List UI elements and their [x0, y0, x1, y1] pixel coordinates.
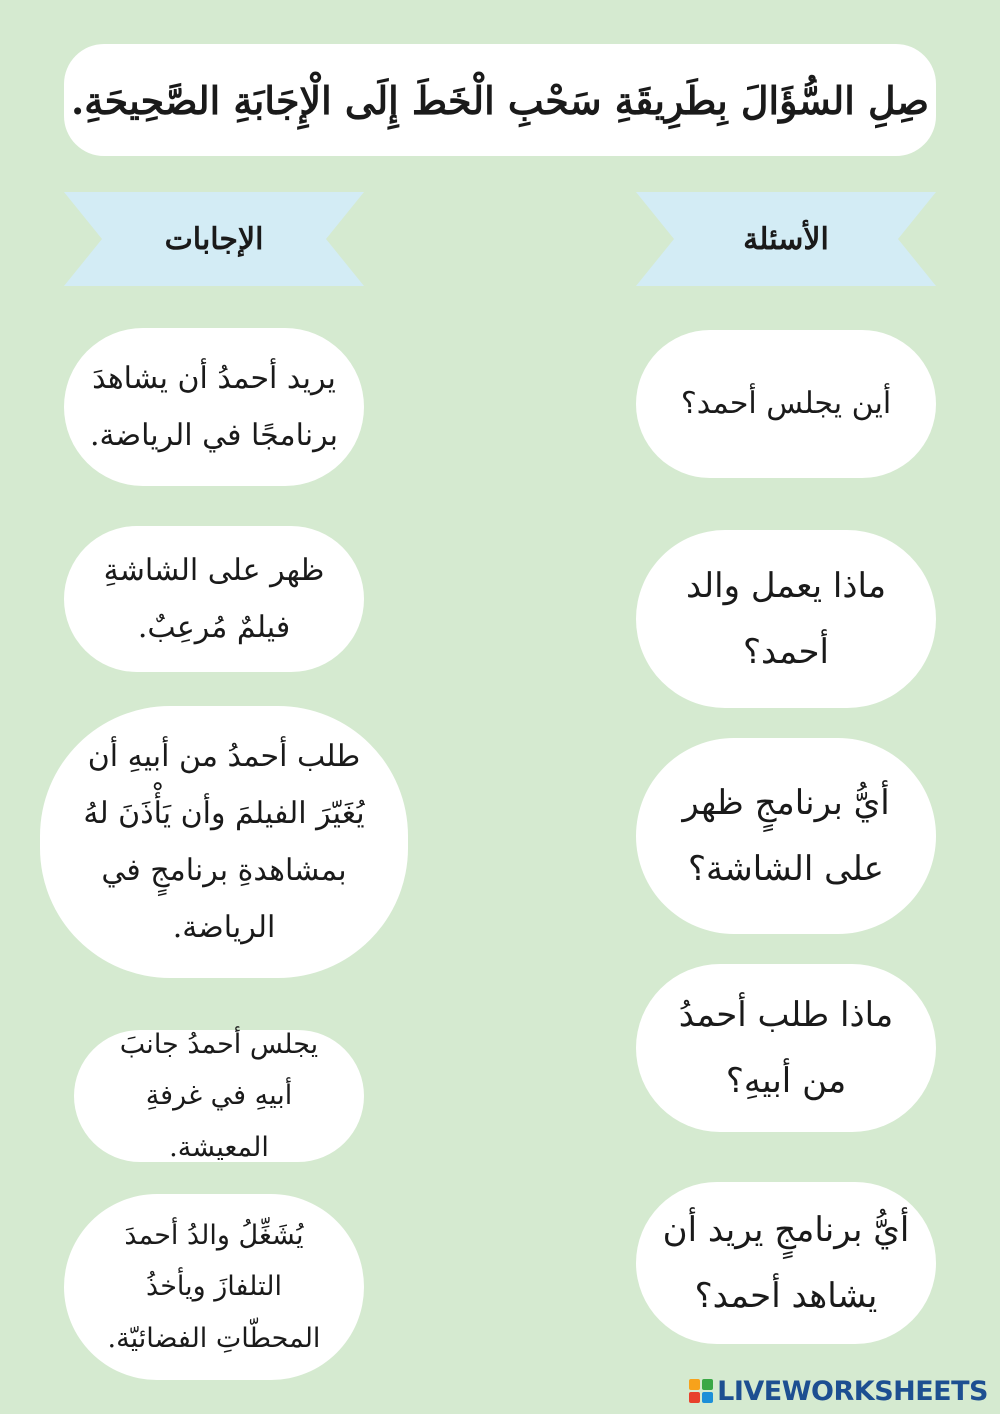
answer-item-2[interactable] [64, 526, 364, 672]
answer-text-4: يجلس أحمدُ جانبَ أبيهِ في غرفةِ المعيشة. [119, 1029, 319, 1163]
question-item-3[interactable] [636, 738, 936, 934]
brand-name: LIVEWORKSHEETS [717, 1375, 988, 1407]
answer-item-1[interactable] [64, 328, 364, 486]
question-text-4: ماذا طلب أحمدُ من أبيهِ؟ [678, 994, 894, 1101]
questions-column-ribbon [636, 192, 936, 286]
answer-text-3: طلب أحمدُ من أبيهِ أن يُغَيّرَ الفيلمَ وأن يَأْذَنَ لهُ بمشاهدةِ برنامجٍ في الرياضة. [83, 739, 365, 945]
question-item-2[interactable] [636, 530, 936, 708]
question-text-5: أيُّ برنامجٍ يريد أن يشاهد أحمد؟ [662, 1209, 910, 1316]
liveworksheets-brand [689, 1374, 988, 1408]
answers-column-label: الإجابات [164, 221, 264, 257]
answer-text-5: يُشَغِّلُ والدُ أحمدَ التلفازَ ويأخذُ المحطّاتِ الفضائيّة. [107, 1220, 321, 1354]
question-item-4[interactable] [636, 964, 936, 1132]
answer-item-5[interactable] [64, 1194, 364, 1380]
answer-text-1: يريد أحمدُ أن يشاهدَ برنامجًا في الرياضة. [90, 361, 338, 453]
liveworksheets-logo-icon [689, 1379, 713, 1403]
answer-item-3[interactable] [40, 706, 408, 978]
instruction-banner [64, 44, 936, 156]
instruction-title: صِلِ السُّؤَالَ بِطَرِيقَةِ سَحْبِ الْخَطَ إِلَى الْإِجَابَةِ الصَّحِيحَةِ. [70, 77, 930, 123]
answers-column-ribbon [64, 192, 364, 286]
question-text-2: ماذا يعمل والد أحمد؟ [685, 565, 887, 672]
answer-text-2: ظهر على الشاشةِ فيلمٌ مُرعِبٌ. [103, 553, 325, 645]
answer-item-4[interactable] [74, 1030, 364, 1162]
question-item-5[interactable] [636, 1182, 936, 1344]
question-text-1: أين يجلس أحمد؟ [680, 385, 892, 421]
question-text-3: أيُّ برنامجٍ ظهر على الشاشة؟ [682, 782, 890, 889]
questions-column-label: الأسئلة [743, 221, 829, 257]
question-item-1[interactable] [636, 330, 936, 478]
